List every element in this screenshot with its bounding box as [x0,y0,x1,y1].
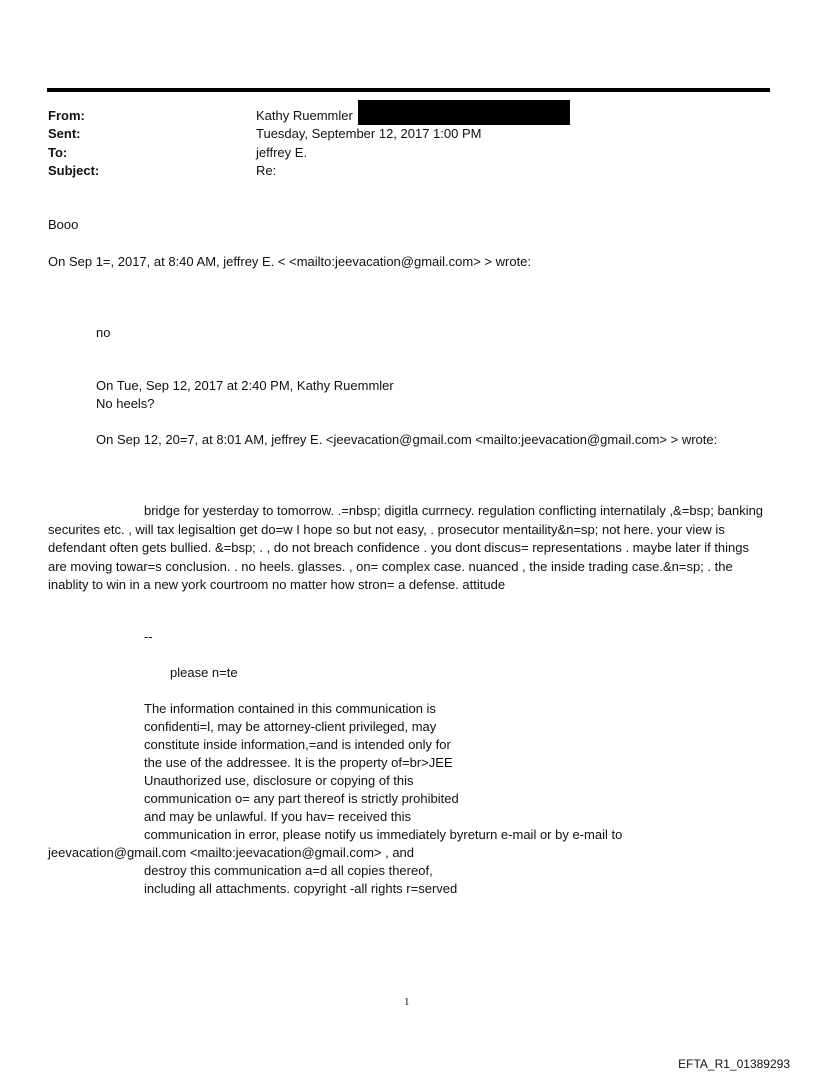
header-rule [47,88,770,92]
quote-header-3: On Sep 12, 20=7, at 8:01 AM, jeffrey E. <jeevacation@gmail.com <mailto:jeevacation@gmail.com> > wrote: [96,432,718,447]
disclaimer-line: Unauthorized use, disclosure or copying of this [144,773,414,788]
sent-value: Tuesday, September 12, 2017 1:00 PM [256,126,482,141]
disclaimer-line: constitute inside information,=and is intended only for [144,737,451,752]
quoted-reply-no: no [96,325,111,340]
disclaimer-line: destroy this communication a=d all copies thereof, [144,863,433,878]
disclaimer-line: The information contained in this communication is [144,701,436,716]
please-note: please n=te [170,665,238,680]
quote-header-2: On Tue, Sep 12, 2017 at 2:40 PM, Kathy Ruemmler [96,378,394,393]
disclaimer-line: communication o= any part thereof is strictly prohibited [144,791,459,806]
to-value: jeffrey E. [256,145,308,160]
disclaimer-line: confidenti=l, may be attorney-client privileged, may [144,719,437,734]
bates-number: EFTA_R1_01389293 [678,1057,790,1071]
subject-label: Subject: [48,163,100,178]
signature-separator: -- [144,629,153,644]
disclaimer-line: including all attachments. copyright -all rights r=served [144,881,458,896]
from-label: From: [48,108,85,123]
quote-header-1: On Sep 1=, 2017, at 8:40 AM, jeffrey E. < <mailto:jeevacation@gmail.com> > wrote: [48,254,532,269]
disclaimer-line: the use of the addressee. It is the property of=br>JEE [144,755,453,770]
disclaimer [48,700,622,898]
quoted-question: No heels? [96,396,155,411]
sent-label: Sent: [48,126,81,141]
to-label: To: [48,145,68,160]
redaction-bar [358,100,570,125]
message-paragraph [48,502,770,595]
page-number: 1 [404,996,410,1008]
disclaimer-line: and may be unlawful. If you hav= received this [144,809,412,824]
message-paragraph-text: bridge for yesterday to tomorrow. .=nbsp; digitla currnecy. regulation conflicting internatilaly ,&=bsp; banking securites etc. , will tax legisaltion get do=w I hope so but not easy, . prosecutor mentaility&n=sp; not here. your view is defendant often gets bullied. &=bsp; . , do not breach confidence . you dont discus= representations . maybe later if things are moving towar=s conclusion. . no heels. glasses. , on= complex case. nuanced , the inside trading case.&n=sp; . the inablity to win in a new york courtroom no matter how stron= a defense. attitude [48,503,764,592]
disclaimer-line: communication in error, please notify us immediately byreturn e-mail or by e-mail to [144,827,623,842]
subject-value: Re: [256,163,277,178]
from-value: Kathy Ruemmler [256,108,353,123]
reply-text: Booo [48,217,79,232]
disclaimer-line: jeevacation@gmail.com <mailto:jeevacation@gmail.com> , and [48,845,415,860]
